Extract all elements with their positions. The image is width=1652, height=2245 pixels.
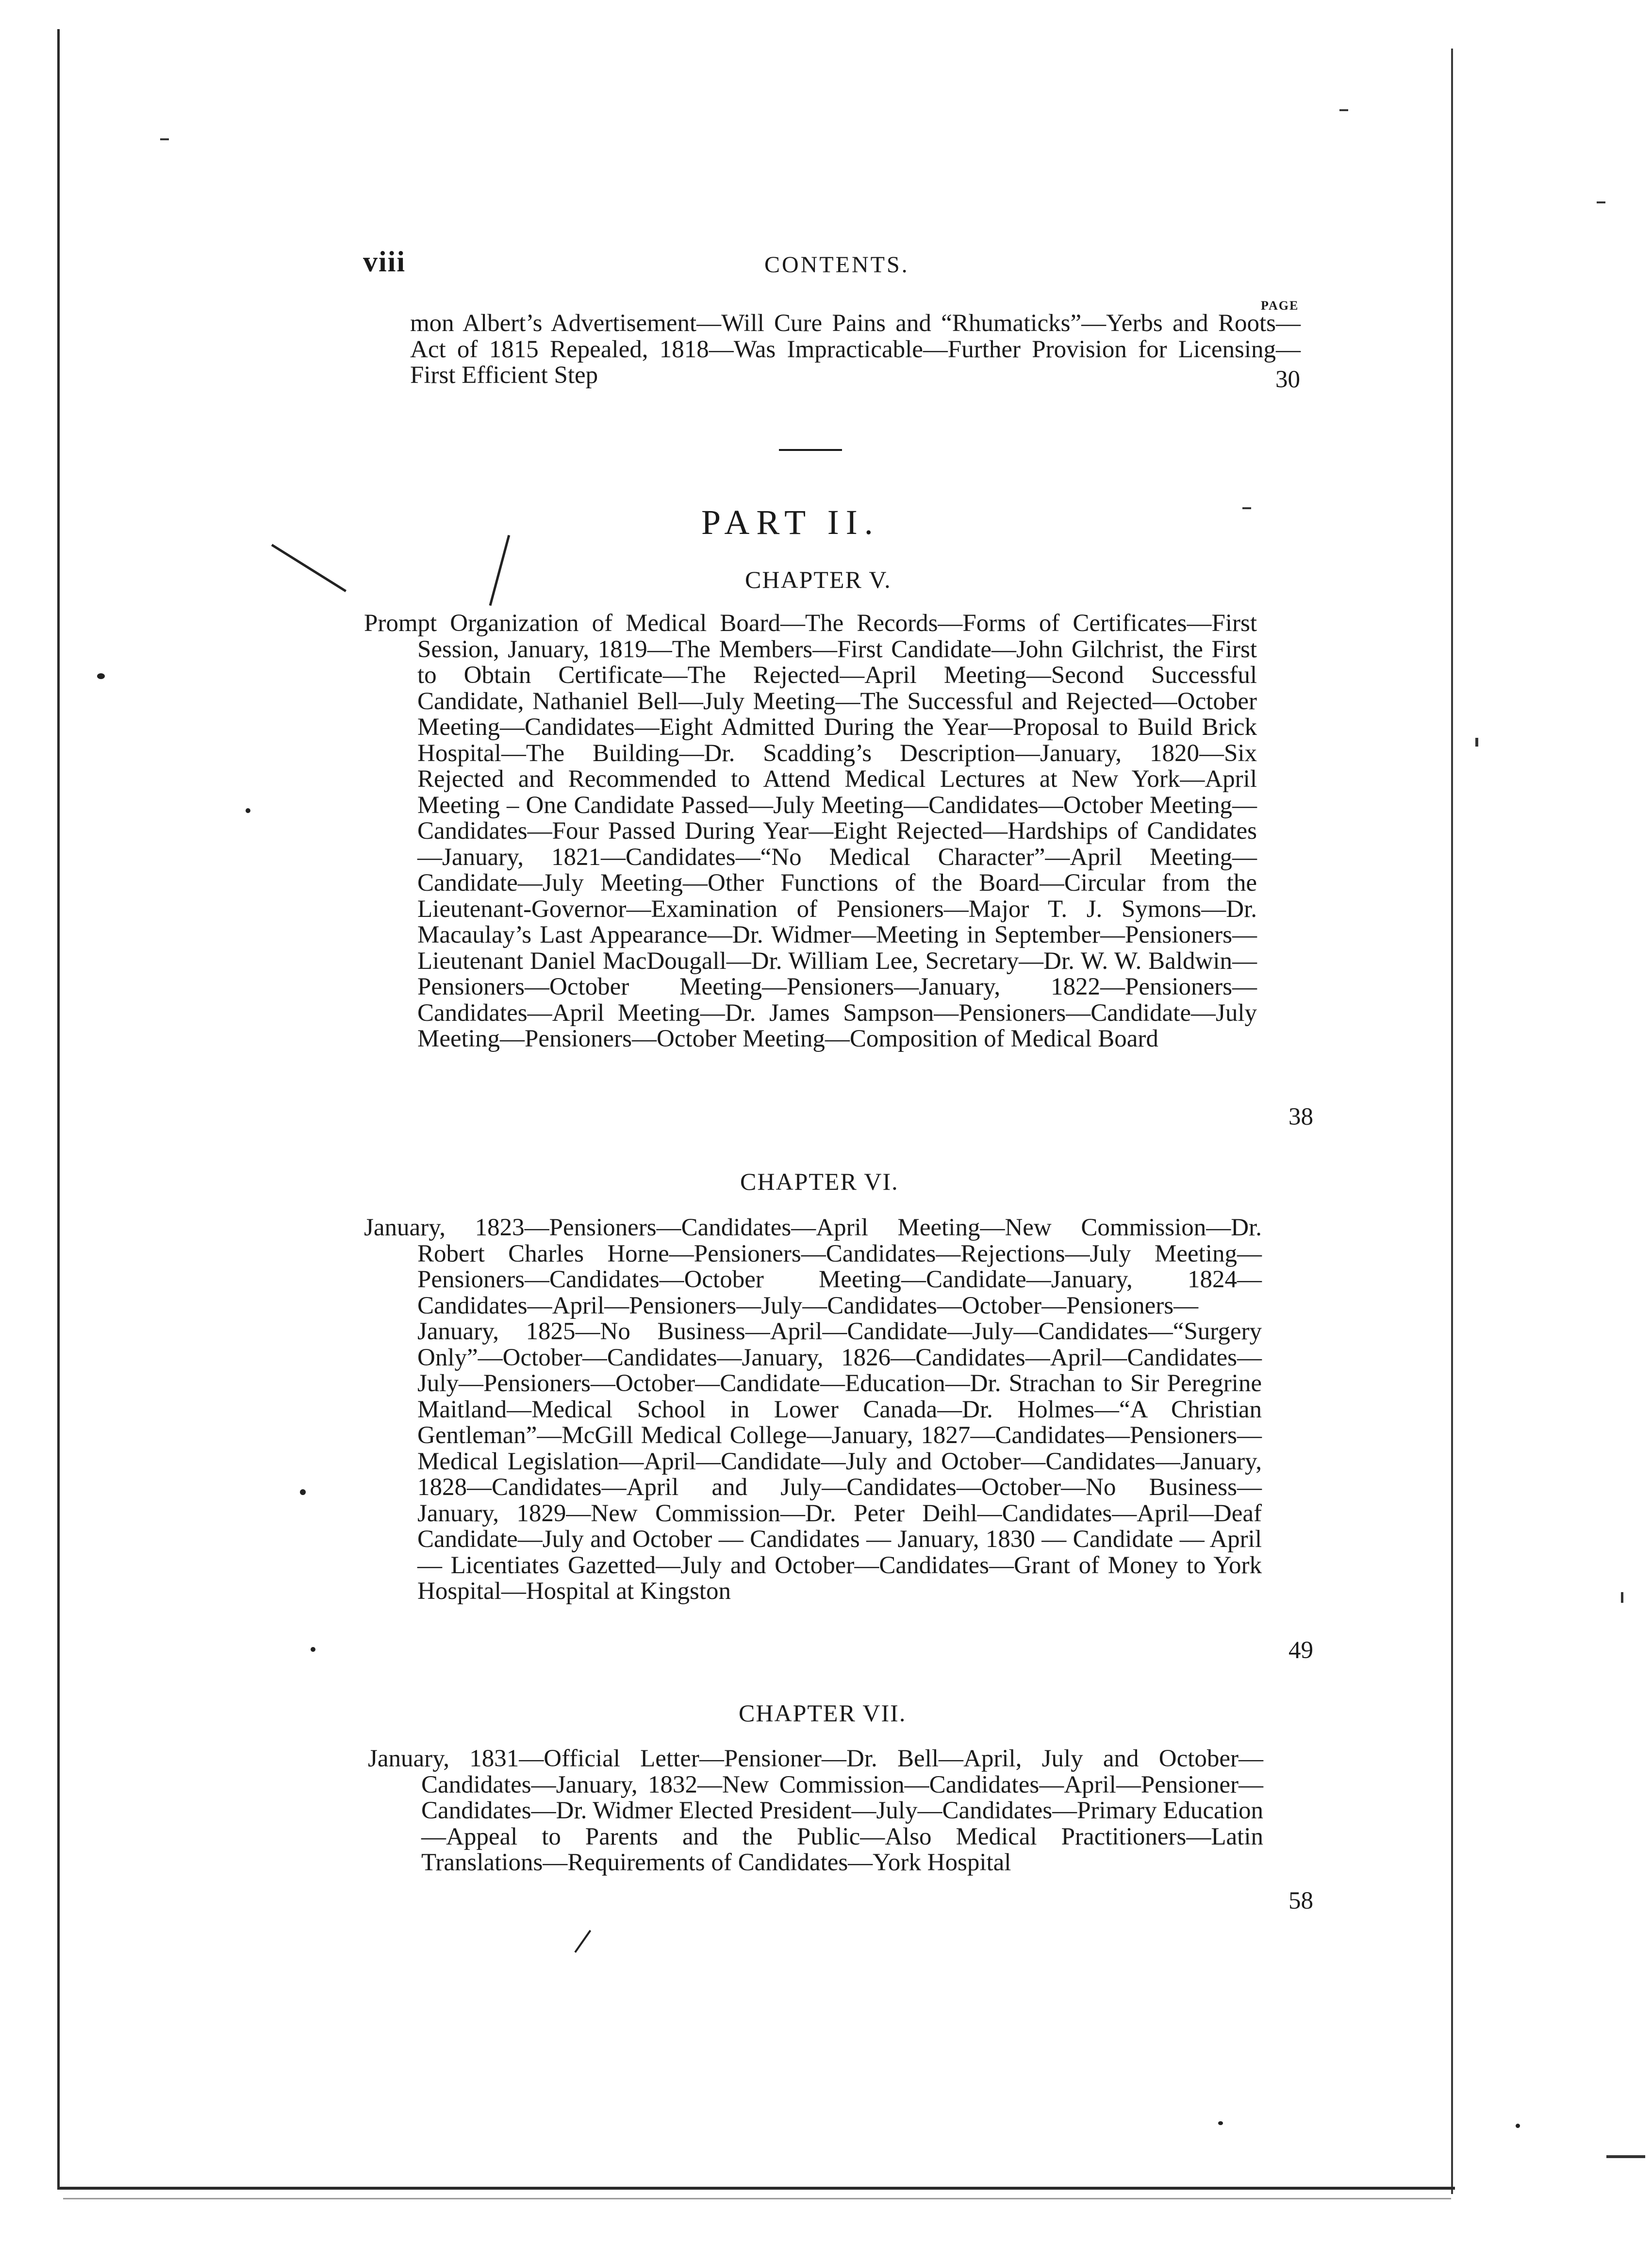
scan-speck bbox=[1621, 1592, 1623, 1603]
chapter-entry bbox=[364, 611, 1257, 1052]
continuation-entry bbox=[410, 311, 1301, 389]
scan-speck bbox=[160, 138, 169, 140]
scan-speck bbox=[1597, 201, 1605, 203]
scan-speck bbox=[1475, 738, 1478, 747]
chapter-summary: Prompt Organization of Medical Board—The Records—Forms of Certificates—First Session, January, 1819—The Members—First Candidate—John Gilchrist, the First to Obtain Certificate—The Rejected—April Meeting—Second Successful Candidate, Nathaniel Bell—July Meeting—The Successful and Rejected—October Meeting—Candidates—Eight Admitted During the Year—Proposal to Build Brick Hospital—The Building—Dr. Scadding’s Description—January, 1820—Six Rejected and Recommended to Attend Medical Lectures at New York—April Meeting – One Candidate Passed—July Meeting—Candidates—October Meeting—Candidates—Four Passed During Year—Eight Rejected—Hardships of Candidates—January, 1821—Candidates—“No Medical Character”—April Meeting—Candidate—July Meeting—Other Functions of the Board—Circular from the Lieutenant-Governor—Examination of Pensioners—Major T. J. Symons—Dr. Macaulay’s Last Appearance—Dr. Widmer—Meeting in September—Pensioners—Lieutenant Daniel MacDougall—Dr. William Lee, Secretary—Dr. W. W. Baldwin—Pensioners—October Meeting—Pensioners—January, 1822—Pensioners—Candidates—April Meeting—Dr. James Sampson—Pensioners—Candidate—July Meeting—Pensioners—October Meeting—Composition of Medical Board bbox=[364, 610, 1257, 1052]
scan-speck bbox=[1218, 2121, 1223, 2125]
bottom-border-rule bbox=[57, 2187, 1455, 2190]
chapter-page-number: 58 bbox=[1289, 1887, 1313, 1914]
continuation-page-number: 30 bbox=[1275, 366, 1300, 393]
scan-mark bbox=[489, 535, 511, 606]
chapter-entry bbox=[368, 1746, 1263, 1876]
chapter-summary: January, 1823—Pensioners—Candidates—April Meeting—New Commission—Dr. Robert Charles Horne—Pensioners—Candidates—Rejections—July Meeting—Pensioners—Candidates—October Meeting—Candidate—January, 1824—Candidates—April—Pensioners—July—Candidates—October—Pensioners—January, 1825—No Business—April—Candidate—July—Candidates—“Surgery Only”—October—Candidates—January, 1826—Candidates—April—Candidates—July—Pensioners—October—Candidate—Education—Dr. Strachan to Sir Peregrine Maitland—Medical School in Lower Canada—Dr. Holmes—“A Christian Gentleman”—McGill Medical College—January, 1827—Candidates—Pensioners—Medical Legislation—April—Candidate—July and October—Candidates—January, 1828—Candidates—April and July—Candidates—October—No Business—January, 1829—New Commission—Dr. Peter Deihl—Candidates—April—Deaf Candidate—July and October — Candidates — January, 1830 — Candidate — April — Licentiates Gazetted—July and October—Candidates—Grant of Money to York Hospital—Hospital at Kingston bbox=[364, 1214, 1262, 1605]
bottom-border-rule-faint bbox=[63, 2198, 1451, 2199]
left-border-rule bbox=[57, 29, 60, 2189]
section-divider bbox=[779, 449, 842, 451]
scan-mark bbox=[574, 1930, 591, 1953]
page-number-roman: viii bbox=[363, 246, 406, 278]
scan-speck bbox=[1339, 109, 1348, 111]
scan-speck bbox=[311, 1647, 315, 1652]
chapter-heading: CHAPTER VI. bbox=[740, 1168, 899, 1195]
scan-speck bbox=[1242, 507, 1251, 509]
scan-speck bbox=[1516, 2124, 1520, 2128]
scan-speck bbox=[1606, 2155, 1645, 2158]
part-title: PART II. bbox=[701, 503, 880, 542]
continuation-text: mon Albert’s Advertisement—Will Cure Pains and “Rhumaticks”—Yerbs and Roots—Act of 1815 Repealed, 1818—Was Impracticable—Further Provision for Licensing—First Efficient Step bbox=[410, 310, 1301, 389]
chapter-page-number: 38 bbox=[1289, 1103, 1313, 1131]
chapter-entry bbox=[364, 1215, 1262, 1605]
chapter-heading: CHAPTER VII. bbox=[739, 1699, 907, 1727]
scan-speck bbox=[97, 673, 105, 679]
right-border-rule bbox=[1451, 49, 1453, 2194]
chapter-summary: January, 1831—Official Letter—Pensioner—Dr. Bell—April, July and October—Candidates—January, 1832—New Commission—Candidates—April—Pensioner—Candidates—Dr. Widmer Elected President—July—Candidates—Primary Education—Appeal to Parents and the Public—Also Medical Practitioners—Latin Translations—Requirements of Candidates—York Hospital bbox=[368, 1745, 1263, 1876]
scan-mark bbox=[271, 544, 347, 592]
page-column-label: PAGE bbox=[1261, 299, 1299, 313]
running-title: CONTENTS. bbox=[764, 252, 909, 278]
scan-speck bbox=[300, 1489, 306, 1495]
scan-speck bbox=[246, 808, 250, 813]
chapter-heading: CHAPTER V. bbox=[745, 566, 892, 593]
chapter-page-number: 49 bbox=[1289, 1637, 1313, 1664]
